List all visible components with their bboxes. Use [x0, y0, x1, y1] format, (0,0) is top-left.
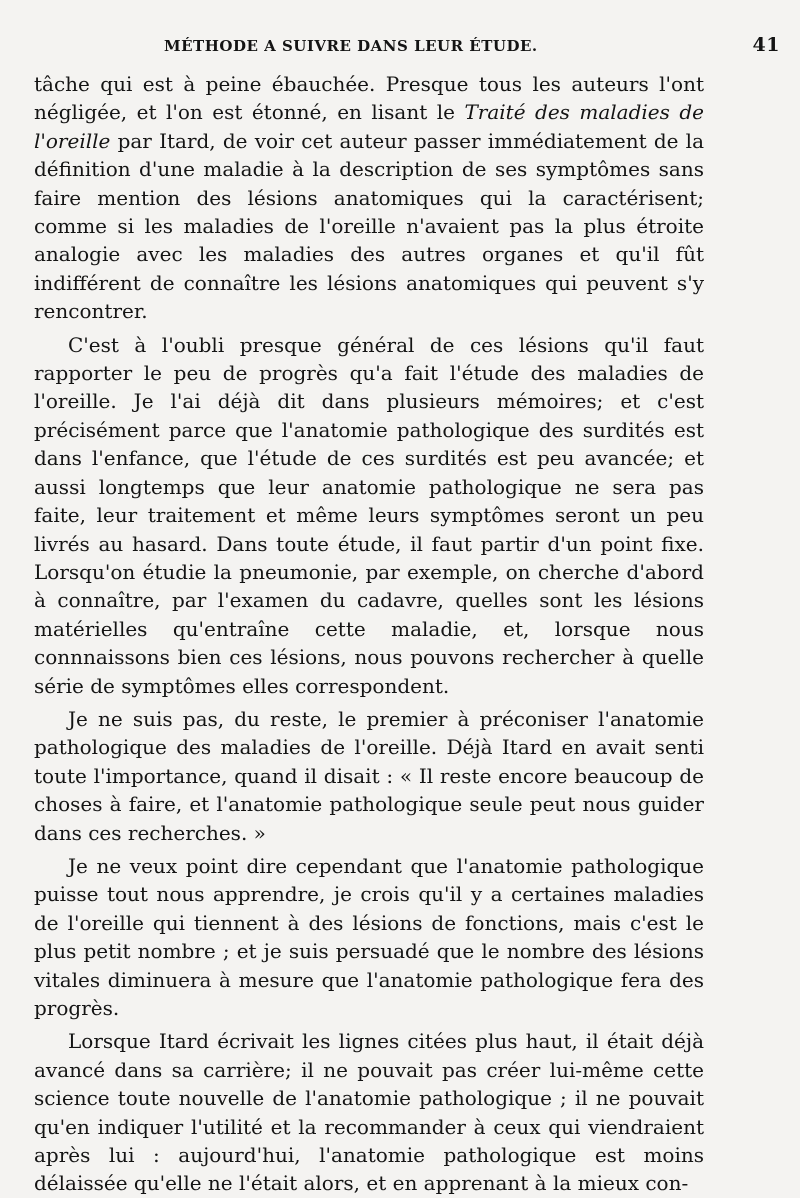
running-head — [34, 34, 780, 70]
running-title: MÉTHODE A SUIVRE DANS LEUR ÉTUDE. — [164, 37, 538, 55]
page-number: 41 — [752, 34, 780, 56]
paragraph-4: Je ne veux point dire cependant que l'anatomie pathologique puisse tout nous apprendre, je crois qu'il y a certaines maladies de l'oreille qui tiennent à des lésions de fonctions, mais c'est le plus petit nombre ; et je suis persuadé que le nombre des lésions vitales diminuera à mesure que l'anatomie pathologique fera des progrès. — [34, 853, 704, 1020]
body-text — [34, 70, 704, 1198]
paragraph-1-lead: tâche qui est à peine ébauchée. Presque tous les auteurs l'ont négligée, et l'on est étonné, en lisant le — [34, 72, 704, 125]
paragraph-2: C'est à l'oubli presque général de ces lésions qu'il faut rapporter le peu de progrès qu'a fait l'étude des maladies de l'oreille. Je l'ai déjà dit dans plusieurs mémoires; et c'est précisément parce que l'anatomie pathologique des surdités est dans l'enfance, que l'étude de ces surdités est peu avancée; et aussi longtemps que leur anatomie pathologique ne sera pas faite, leur traitement et même leurs symptômes seront un peu livrés au hasard. Dans toute étude, il faut partir d'un point fixe. Lorsqu'on étudie la pneumonie, par exemple, on cherche d'abord à connaître, par l'examen du cadavre, quelles sont les lésions matérielles qu'entraîne cette maladie, et, lorsque nous connnaissons bien ces lésions, nous pouvons rechercher à quelle série de symptômes elles correspondent. — [34, 332, 704, 698]
paragraph-5: Lorsque Itard écrivait les lignes citées plus haut, il était déjà avancé dans sa carrière; il ne pouvait pas créer lui-même cette science toute nouvelle de l'anatomie pathologique ; il ne pouvait qu'en indiquer l'utilité et la recommander à ceux qui viendraient après lui : aujourd'hui, l'anatomie pathologique est moins délaissée qu'elle ne l'était alors, et en apprenant à la mieux con- — [34, 1029, 704, 1196]
book-title: Traité des maladies de l'oreille — [34, 100, 705, 153]
paragraph-1-rest: par Itard, de voir cet auteur passer immédiatement de la définition d'une maladie à la description de ses symptômes sans faire mention des lésions anatomiques qui la caractérisent; comme si les maladies de l'oreille n'avaient pas la plus étroite analogie avec les maladies des autres organes et qu'il fût indifférent de connaître les lésions anatomiques qui peuvent s'y rencontrer. — [34, 128, 704, 324]
paragraph-3: Je ne suis pas, du reste, le premier à préconiser l'anatomie pathologique des maladies de l'oreille. Déjà Itard en avait senti toute l'importance, quand il disait : « Il reste encore beaucoup de choses à faire, et l'anatomie pathologique seule peut nous guider dans ces recherches. » — [34, 706, 704, 845]
paragraph-1 — [34, 70, 704, 326]
